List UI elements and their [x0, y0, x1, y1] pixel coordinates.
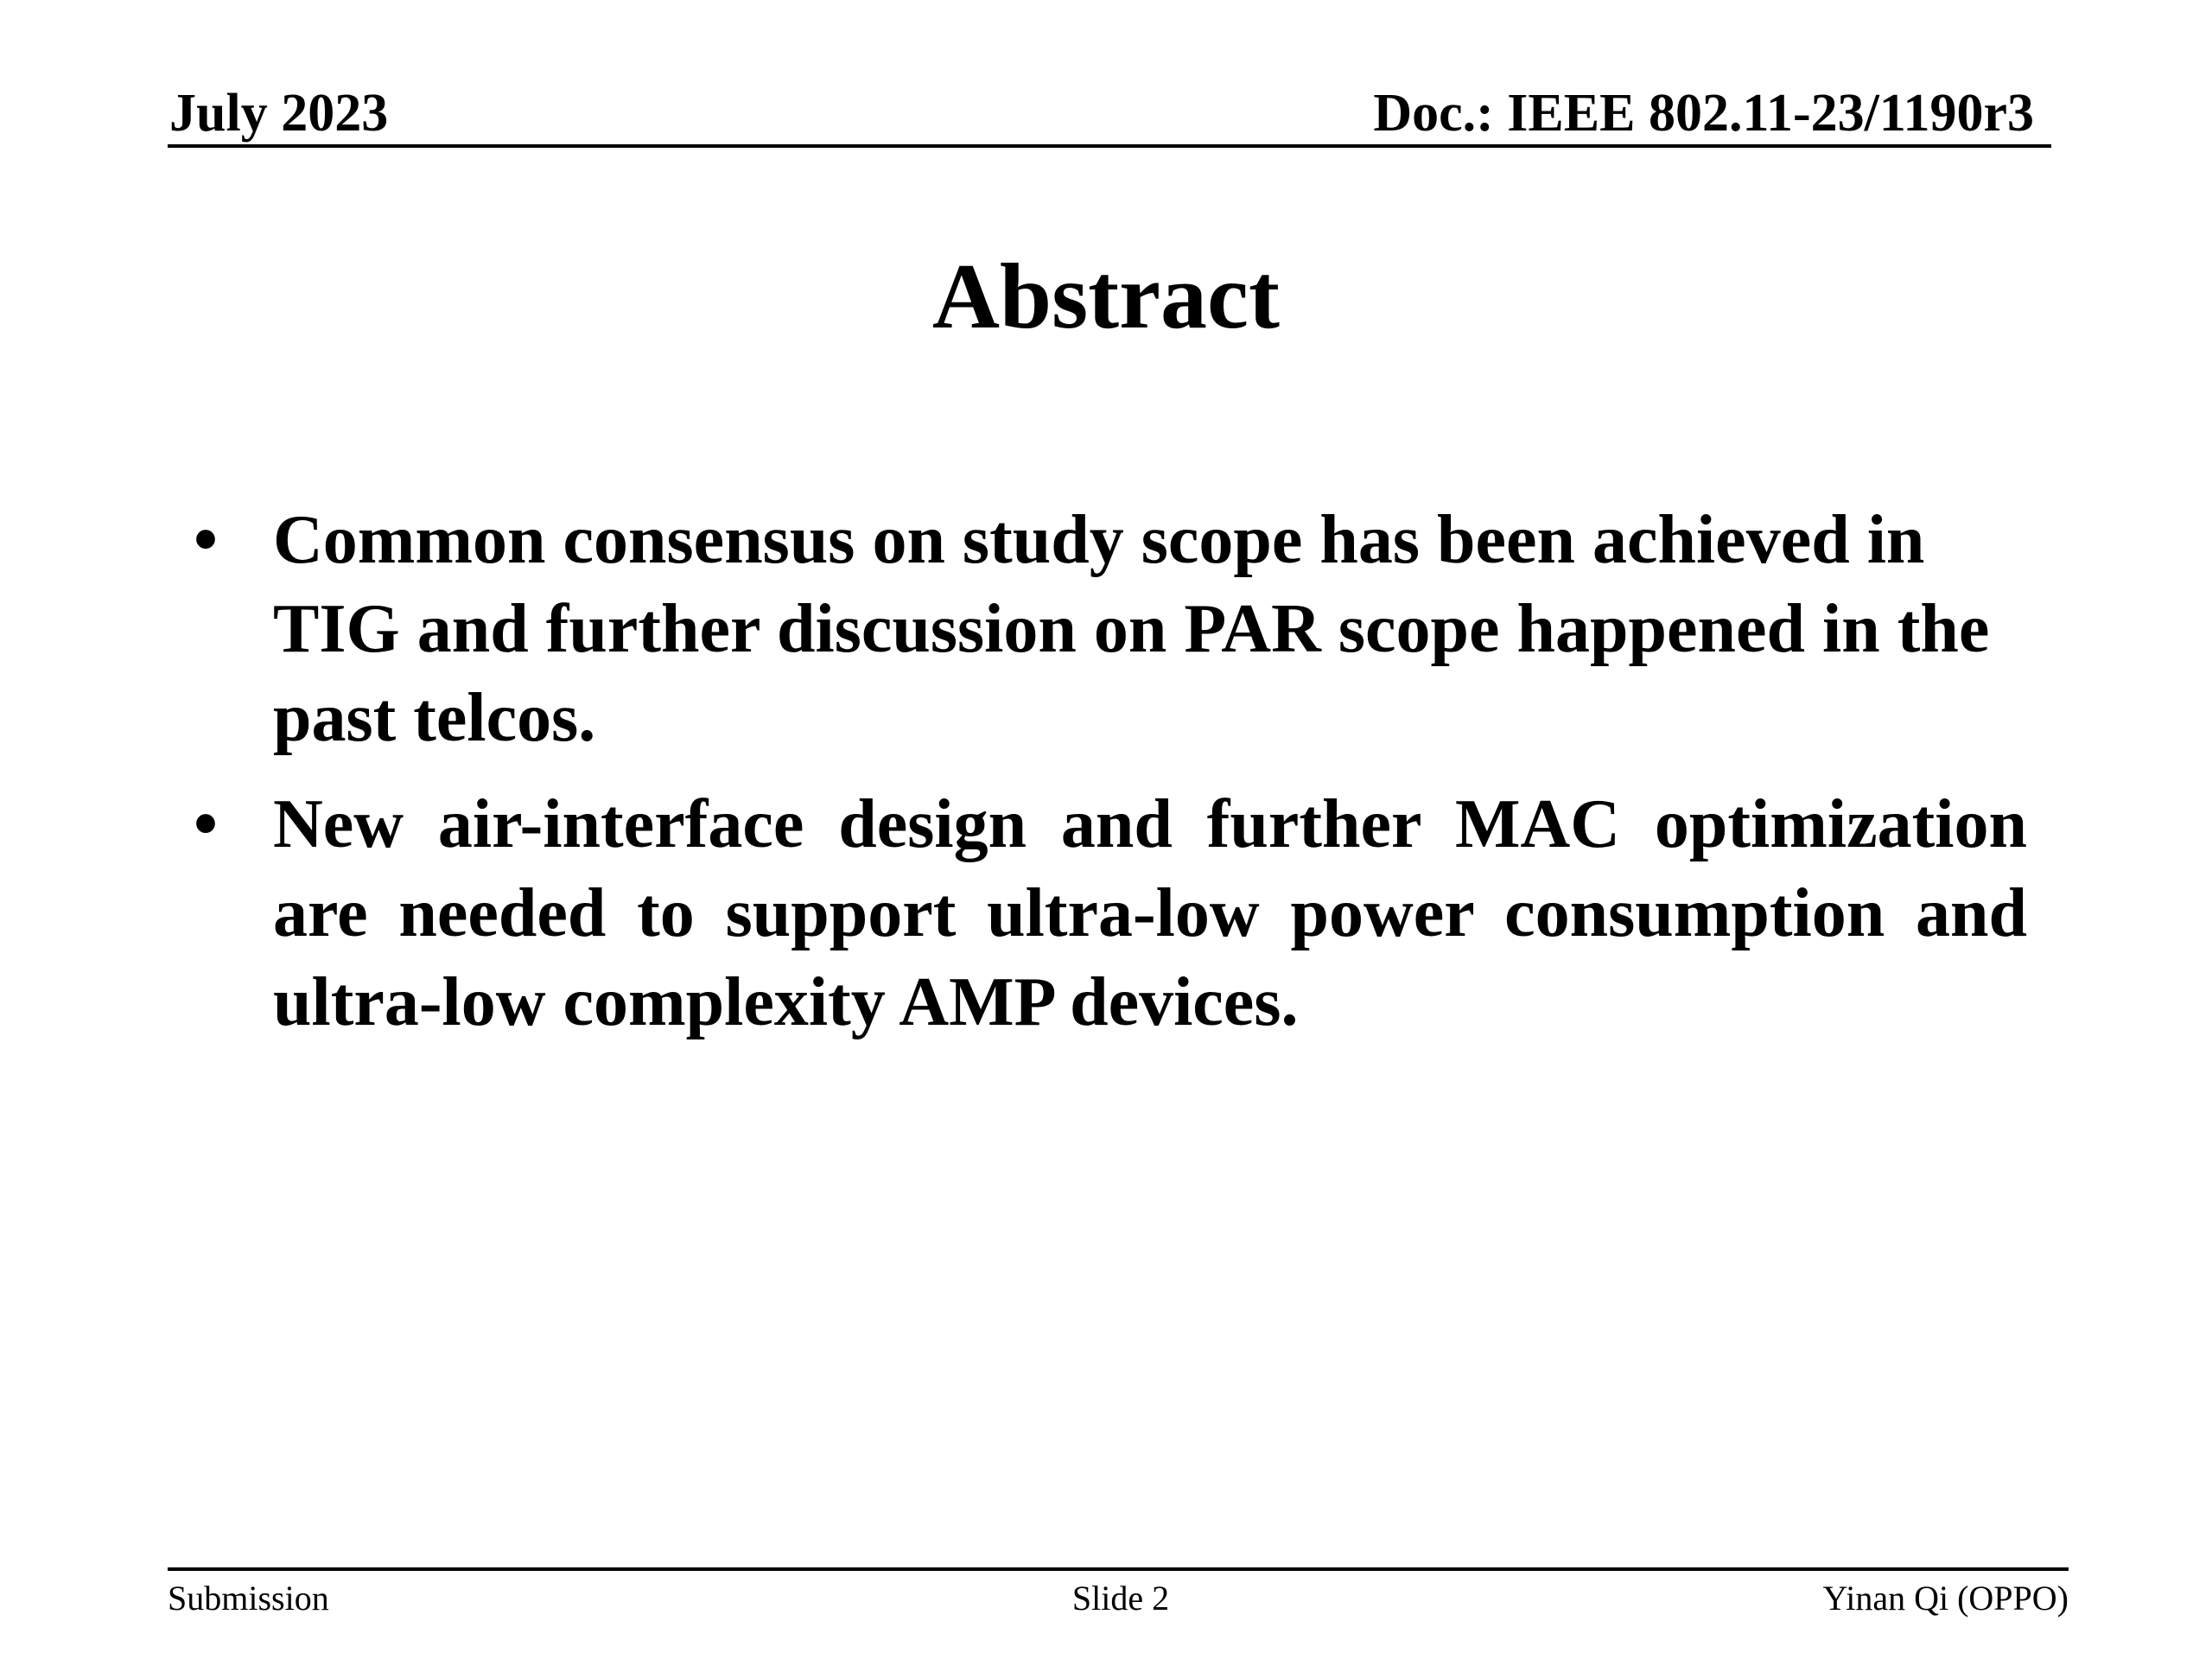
footer-submission: Submission: [168, 1579, 329, 1618]
bullet-dot-icon: •: [194, 786, 219, 862]
header-date: July 2023: [169, 84, 389, 143]
header-doc-number: Doc.: IEEE 802.11-23/1190r3: [1373, 84, 2034, 143]
footer-slide-number: Slide 2: [1071, 1579, 1170, 1618]
bullet-dot-icon: •: [194, 502, 219, 578]
bullet-list: [173, 496, 2027, 1065]
bullet-text: New air-interface design and further MAC optimization are needed to support ultra-low power consumption and ultra-low complexity AMP devices.: [273, 786, 2027, 1040]
slide-title: Abstract: [932, 245, 1280, 348]
bullet-text: Common consensus on study scope has been achieved in TIG and further discussion on PAR scope happened in the past telcos.: [273, 502, 1990, 756]
footer-divider: [168, 1567, 2069, 1571]
bullet-item: [173, 496, 2027, 763]
header-divider: [168, 144, 2051, 148]
bullet-item: [173, 780, 2027, 1047]
footer-author: Yinan Qi (OPPO): [1822, 1579, 2069, 1618]
